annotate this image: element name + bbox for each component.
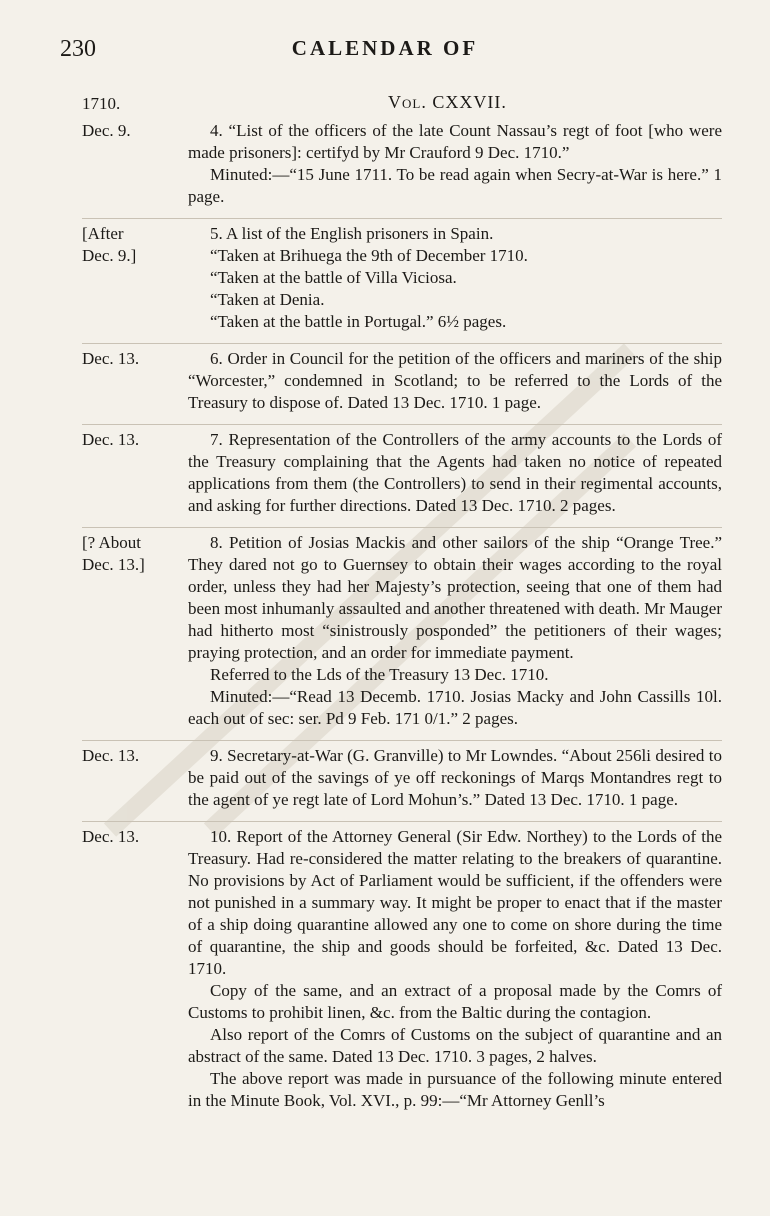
calendar-entry-8 xyxy=(82,528,722,741)
entry-date: Dec. 13. xyxy=(82,746,140,765)
entry-paragraph: 7. Representation of the Controllers of the army accounts to the Lords of the Treasury complaining that the Agents had taken no notice of repeated applications from them (the Controllers) to send in their regimental accounts, and asking for further directions. Dated 13 Dec. 1710. 2 pages. xyxy=(188,430,722,515)
entry-paragraph: Also report of the Comrs of Customs on the subject of quarantine and an abstract of the same. Dated 13 Dec. 1710. 3 pages, 2 halves. xyxy=(188,1025,722,1066)
volume-label: Vol. CXXVII. xyxy=(388,92,507,112)
calendar-entry-4 xyxy=(82,116,722,219)
entry-date: Dec. 13. xyxy=(82,430,140,449)
entry-date: [? About Dec. 13.] xyxy=(82,533,145,574)
entry-date: [After Dec. 9.] xyxy=(82,224,137,265)
entry-body xyxy=(188,429,722,517)
calendar-entry-7 xyxy=(82,425,722,528)
running-title: CALENDAR OF xyxy=(291,36,479,60)
entry-body xyxy=(188,348,722,414)
entry-paragraph: 6. Order in Council for the petition of the officers and mariners of the ship “Worcester,” condemned in Scotland; to be referred to the Lords of the Treasury to dispose of. Dated 13 Dec. 1710. 1 page. xyxy=(188,349,722,412)
entry-quote: “Taken at Brihuega the 9th of December 1710. xyxy=(210,246,528,265)
entry-body xyxy=(188,826,722,1112)
page-number: 230 xyxy=(60,36,96,62)
entry-body xyxy=(188,120,722,208)
entry-paragraph: 4. “List of the officers of the late Count Nassau’s regt of foot [who were made prisoners]: certifyd by Mr Crauford 9 Dec. 1710.” xyxy=(188,121,722,162)
entry-body xyxy=(188,532,722,730)
entry-quote: “Taken at Denia. xyxy=(210,290,325,309)
entry-date: Dec. 9. xyxy=(82,121,131,140)
entry-quote: “Taken at the battle in Portugal.” 6½ pages. xyxy=(210,312,507,331)
entry-paragraph: 8. Petition of Josias Mackis and other sailors of the ship “Orange Tree.” They dared not go to Guernsey to obtain their wages according to the royal order, unless they had her Majesty’s protection, seeing that one of them had been most inhumanly assaulted and another threatened with death. Mr Mauger had hitherto most “sinistrously posponded” the petitioners of their wages; praying protection, and an order for immediate payment. xyxy=(188,533,722,662)
calendar-entry-6 xyxy=(82,344,722,425)
calendar-entry-9 xyxy=(82,741,722,822)
volume-heading xyxy=(82,92,722,116)
entry-paragraph: The above report was made in pursuance of the following minute entered in the Minute Book, Vol. XVI., p. 99:—“Mr Attorney Genll’s xyxy=(188,1069,722,1110)
calendar-content xyxy=(82,92,722,1122)
entry-date: Dec. 13. xyxy=(82,349,140,368)
calendar-entry-10 xyxy=(82,822,722,1122)
entry-paragraph: 10. Report of the Attorney General (Sir Edw. Northey) to the Lords of the Treasury. Had re-considered the matter relating to the breakers of quarantine. No provisions by Act of Parliament would be sufficient, if the offenders were not punished in a summary way. It might be proper to enact that if the master of a ship doing quarantine allowed any one to come on shore during the time of quarantine, the ship and goods should be forfeited, &c. Dated 13 Dec. 1710. xyxy=(188,827,722,978)
entry-body xyxy=(188,223,722,333)
entry-paragraph: 9. Secretary-at-War (G. Granville) to Mr Lowndes. “About 256li desired to be paid out of the savings of ye off reckonings of Marqs Montandres regt to the agent of ye regt late of Lord Mohun’s.” Dated 13 Dec. 1710. 1 page. xyxy=(188,746,722,809)
entry-minute: Minuted:—“Read 13 Decemb. 1710. Josias Macky and John Cassills 10l. each out of sec: ser. Pd 9 Feb. 171 0/1.” 2 pages. xyxy=(188,687,722,728)
entry-body xyxy=(188,745,722,811)
year-label: 1710. xyxy=(82,94,121,113)
entry-quote: “Taken at the battle of Villa Viciosa. xyxy=(210,268,457,287)
page-header xyxy=(60,36,710,66)
entry-referral: Referred to the Lds of the Treasury 13 Dec. 1710. xyxy=(210,665,549,684)
calendar-entry-5 xyxy=(82,219,722,344)
entry-paragraph: Copy of the same, and an extract of a proposal made by the Comrs of Customs to prohibit linen, &c. from the Baltic during the contagion. xyxy=(188,981,722,1022)
entry-minute: Minuted:—“15 June 1711. To be read again when Secry-at-War is here.” 1 page. xyxy=(188,165,722,206)
entry-date: Dec. 13. xyxy=(82,827,140,846)
entry-paragraph: 5. A list of the English prisoners in Spain. xyxy=(210,224,494,243)
